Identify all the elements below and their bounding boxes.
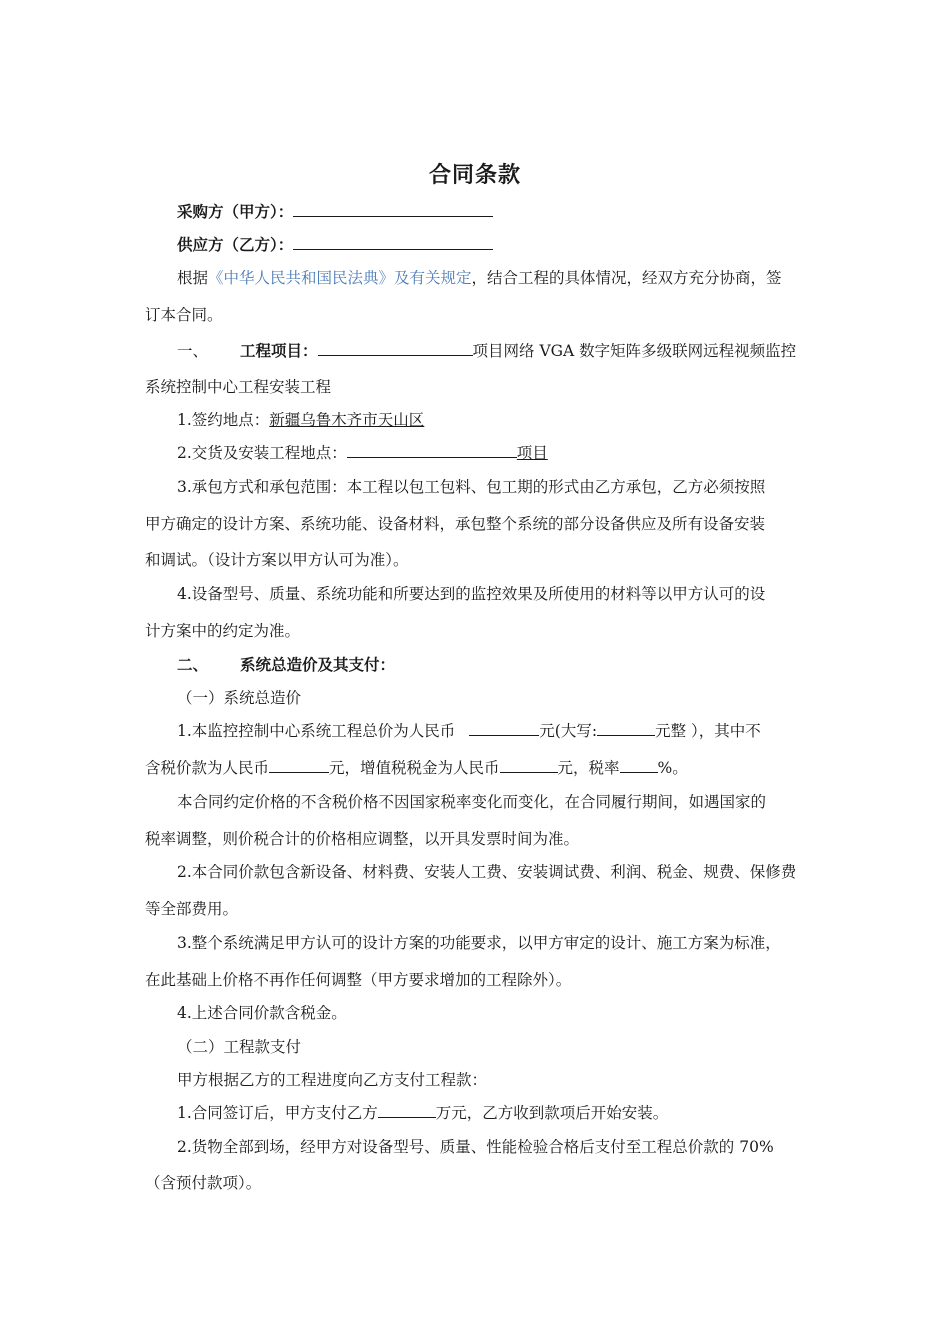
section1-label: 工程项目：: [240, 342, 318, 360]
intro-line-1: [177, 266, 782, 290]
buyer-blank: [293, 200, 493, 217]
supplier-blank: [293, 233, 493, 250]
price-line-2: [145, 756, 688, 780]
supplier-line: [177, 233, 493, 257]
section2-heading: [177, 653, 395, 677]
section2-num: 二、: [177, 656, 209, 674]
payment-line-3: （含预付款项）。: [145, 1174, 262, 1192]
section1-num: 一、: [177, 342, 209, 360]
intro-line-2: 订本合同。: [145, 306, 223, 324]
delivery-blank: [347, 441, 517, 458]
item2-line: [177, 441, 548, 465]
signing-location: 新疆乌鲁木齐市天山区: [269, 411, 425, 429]
price-text-g: %。: [657, 759, 688, 777]
tax-note-line-1: 本合同约定价格的不含税价格不因国家税率变化而变化，在合同履行期间，如遇国家的: [177, 793, 767, 811]
tax-rate-blank: [620, 756, 658, 773]
section2-label: 系统总造价及其支付：: [240, 656, 396, 674]
item3-line-1: 3.承包方式和承包范围：本工程以包工包料、包工期的形式由乙方承包，乙方必须按照: [177, 478, 766, 496]
price-text-e: 元，增值税税金为人民币: [329, 759, 500, 777]
item1-label: 1.签约地点：: [177, 411, 270, 429]
intro-prefix: 根据: [177, 269, 209, 287]
item2-suffix: 项目: [516, 444, 548, 462]
price-text-b: 元(大写:: [539, 722, 598, 740]
sub2-heading: （二）工程款支付: [177, 1038, 302, 1056]
page-title: 合同条款: [428, 163, 521, 188]
item3-line-3: 和调试。（设计方案以甲方认可为准）。: [145, 551, 409, 569]
item4-line-1: 4.设备型号、质量、系统功能和所要达到的监控效果及所使用的材料等以甲方认可的设: [177, 585, 766, 603]
total-price-blank: [469, 719, 539, 736]
standard-line-1: 3.整个系统满足甲方认可的设计方案的功能要求，以甲方审定的设计、施工方案为标准，: [177, 934, 781, 952]
total-price-words-blank: [597, 719, 655, 736]
section1-line-2: 系统控制中心工程安装工程: [145, 378, 332, 396]
item2-label: 2.交货及安装工程地点：: [177, 444, 347, 462]
standard-line-2: 在此基础上价格不再作任何调整（甲方要求增加的工程除外）。: [145, 971, 572, 989]
price-text-c: 元整 ），其中不: [655, 722, 761, 740]
price-line-1: [177, 719, 761, 743]
sub1-heading: （一）系统总造价: [177, 689, 302, 707]
price-text-f: 元，税率: [557, 759, 620, 777]
vat-blank: [500, 756, 558, 773]
section1-suffix: 项目网络 VGA 数字矩阵多级联网远程视频监控: [472, 342, 797, 360]
price-text-d: 含税价款为人民币: [145, 759, 270, 777]
pretax-price-blank: [269, 756, 329, 773]
intro-suffix: ，结合工程的具体情况，经双方充分协商，签: [471, 269, 782, 287]
payment-line-1: [177, 1101, 668, 1125]
supplier-label: 供应方（乙方）：: [177, 236, 294, 254]
project-blank: [318, 339, 473, 356]
civil-code-link[interactable]: 《中华人民共和国民法典》及有关规定: [208, 269, 472, 287]
item3-line-2: 甲方确定的设计方案、系统功能、设备材料，承包整个系统的部分设备供应及所有设备安装: [145, 515, 766, 533]
item4-line-2: 计方案中的约定为准。: [145, 622, 301, 640]
advance-payment-blank: [378, 1101, 436, 1118]
payment-text-a: 1.合同签订后，甲方支付乙方: [177, 1104, 378, 1122]
payment-intro-line: 甲方根据乙方的工程进度向乙方支付工程款：: [177, 1071, 488, 1089]
tax-included-line: 4.上述合同价款含税金。: [177, 1004, 347, 1022]
payment-text-b: 万元，乙方收到款项后开始安装。: [435, 1104, 669, 1122]
payment-line-2: 2.货物全部到场，经甲方对设备型号、质量、性能检验合格后支付至工程总价款的 70%: [177, 1138, 774, 1156]
price-scope-line-1: 2.本合同价款包含新设备、材料费、安装人工费、安装调试费、利润、税金、规费、保修费: [177, 863, 797, 881]
price-scope-line-2: 等全部费用。: [145, 900, 239, 918]
tax-note-line-2: 税率调整，则价税合计的价格相应调整，以开具发票时间为准。: [145, 830, 580, 848]
price-text-a: 1.本监控控制中心系统工程总价为人民币: [177, 722, 456, 740]
item1-line: [177, 408, 424, 432]
buyer-label: 采购方（甲方）：: [177, 203, 294, 221]
section1-heading: [177, 339, 796, 363]
buyer-line: [177, 200, 493, 224]
